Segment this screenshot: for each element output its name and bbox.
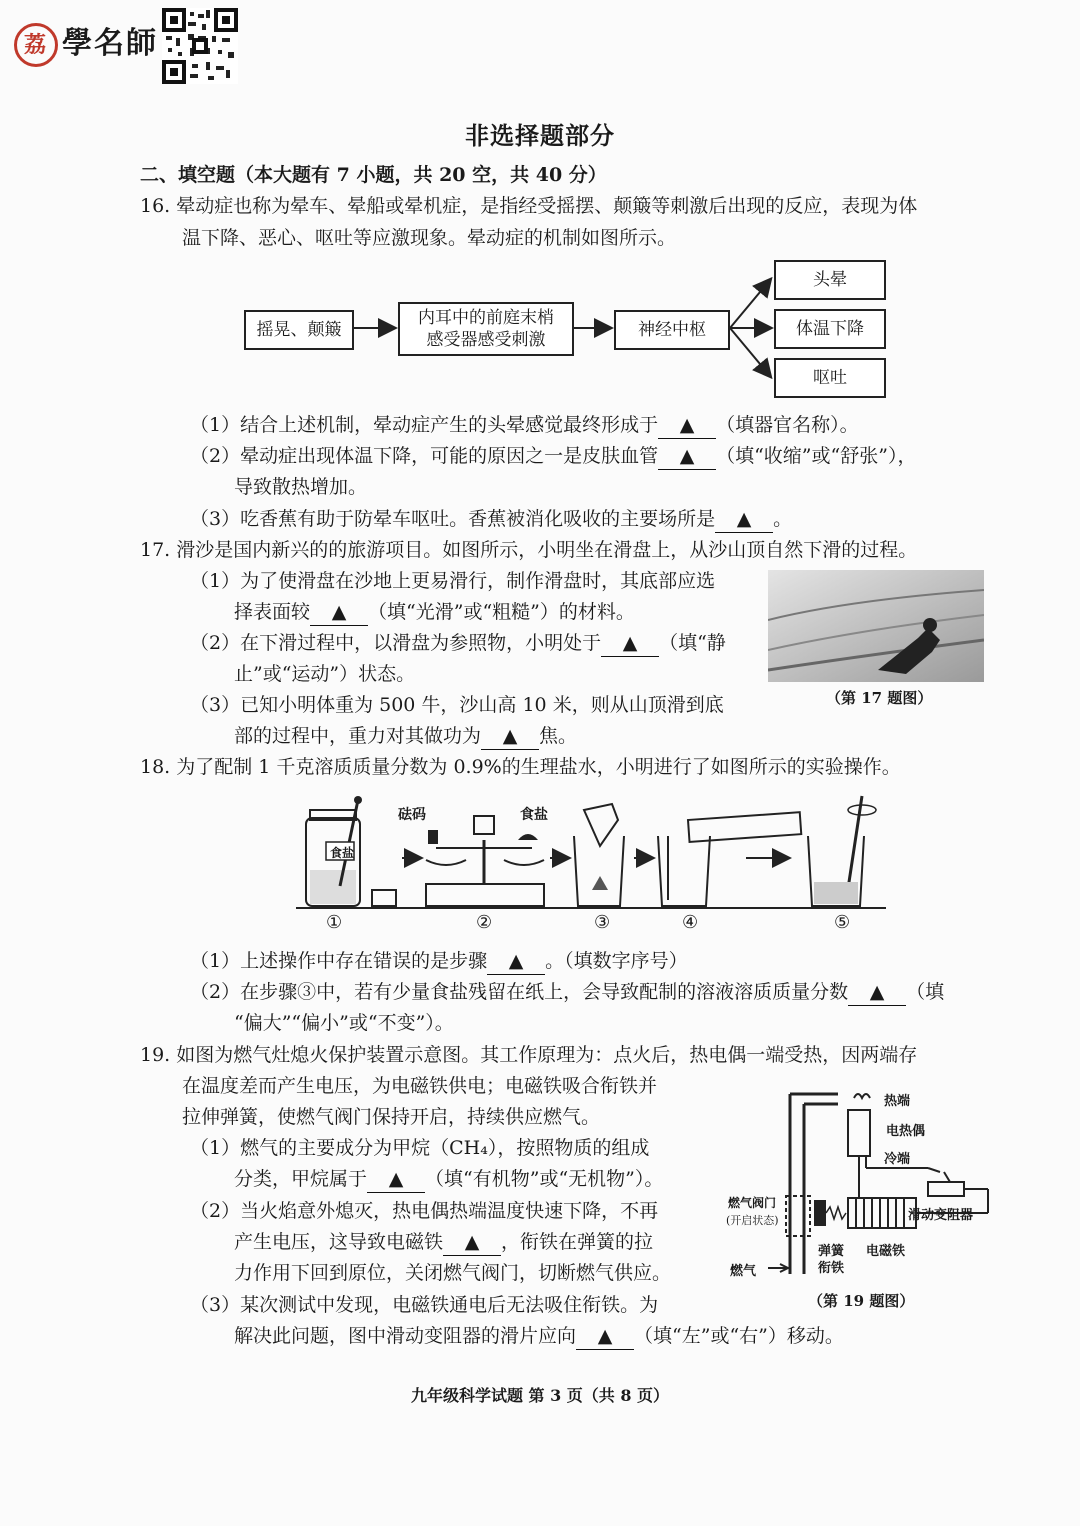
q17-p2-cont: 止”或“运动”）状态。 <box>234 663 416 685</box>
q17-part2 <box>190 630 726 657</box>
flow-box-receptor-line2: 感受器感受刺激 <box>426 330 546 350</box>
flow-box-stimulus: 摇晃、颠簸 <box>244 310 354 350</box>
q19-p2-text2: ，衔铁在弹簧的拉 <box>501 1231 654 1253</box>
q19-p3-text: 解决此问题，图中滑动变阻器的滑片应向 <box>234 1325 577 1347</box>
section-heading: 二、填空题（本大题有 7 小题，共 20 空，共 40 分） <box>140 164 607 186</box>
q19-circuit-figure <box>728 1088 998 1284</box>
q19-label-rheostat: 滑动变阻器 <box>908 1208 974 1223</box>
q19-line2: 在温度差而产生电压，为电磁铁供电；电磁铁吸合衔铁并 <box>182 1075 658 1097</box>
page-title: 非选择题部分 <box>465 121 615 150</box>
q17-p1-cont <box>234 599 635 626</box>
q19-p3-blank: ▲ <box>576 1323 634 1350</box>
q19-p3-hint: （填“左”或“右”）移动。 <box>634 1325 844 1347</box>
q19-p1-blank: ▲ <box>367 1166 425 1193</box>
q18-step-3: ③ <box>594 912 611 933</box>
flow-box-nerve-center: 神经中枢 <box>614 310 730 350</box>
q16-p3-blank: ▲ <box>715 506 773 533</box>
q18-step-2: ② <box>476 912 493 933</box>
q17-caption: （第 17 题图） <box>826 689 933 707</box>
q17-p1-blank: ▲ <box>310 599 368 626</box>
q17-p2-hint: （填“静 <box>659 632 726 654</box>
q16-part2 <box>190 443 916 470</box>
flow-box-receptor-line1: 内耳中的前庭末梢 <box>418 308 554 328</box>
q16-p2-text: （2）晕动症出现体温下降，可能的原因之一是皮肤血管 <box>190 445 659 467</box>
q18-part2 <box>190 979 944 1006</box>
logo-text: 學名師 <box>62 26 158 61</box>
q19-label-spring: 弹簧 <box>818 1244 845 1259</box>
q18-p1-blank: ▲ <box>487 948 545 975</box>
q18-line1: 18. 为了配制 1 千克溶质质量分数为 0.9%的生理盐水，小明进行了如图所示的实验操作。 <box>140 756 901 778</box>
q16-line1: 16. 晕动症也称为晕车、晕船或晕机症，是指经受摇摆、颠簸等刺激后出现的反应，表现为体 <box>140 195 918 217</box>
q19-label-armature: 衔铁 <box>818 1261 845 1276</box>
flow-box-receptor <box>398 302 574 356</box>
q19-p1-text: 分类，甲烷属于 <box>234 1168 368 1190</box>
q17-p1-hint: （填“光滑”或“粗糙”）的材料。 <box>368 601 635 623</box>
q19-p2-blank: ▲ <box>443 1229 501 1256</box>
q18-step-4: ④ <box>682 912 699 933</box>
logo <box>14 18 158 67</box>
q17-p3a: （3）已知小明体重为 500 牛，沙山高 10 米，则从山顶滑到底 <box>190 694 724 716</box>
q16-p3-end: 。 <box>773 508 793 530</box>
q19-p1a: （1）燃气的主要成分为甲烷（CH₄），按照物质的组成 <box>190 1137 650 1159</box>
q17-p3-text: 部的过程中，重力对其做功为 <box>234 725 482 747</box>
q19-p2-text: 产生电压，这导致电磁铁 <box>234 1231 444 1253</box>
q16-p2-blank: ▲ <box>658 443 716 470</box>
flow-box-temperature-drop: 体温下降 <box>774 309 886 349</box>
q19-line3: 拉伸弹簧，使燃气阀门保持开启，持续供应燃气。 <box>182 1106 601 1128</box>
q16-p1-hint: （填器官名称）。 <box>716 414 859 436</box>
q19-label-gas: 燃气 <box>730 1264 757 1279</box>
q18-jar-label: 食盐 <box>330 846 355 860</box>
q17-p2-text: （2）在下滑过程中，以滑盘为参照物，小明处于 <box>190 632 602 654</box>
q18-step-1: ① <box>326 912 343 933</box>
q18-p2-hint: （填 <box>906 981 945 1003</box>
q19-p3a: （3）某次测试中发现，电磁铁通电后无法吸住衔铁。为 <box>190 1294 659 1316</box>
q16-p1-text: （1）结合上述机制，晕动症产生的头晕感觉最终形成于 <box>190 414 659 436</box>
q16-p3-text: （3）吃香蕉有助于防晕车呕吐。香蕉被消化吸收的主要场所是 <box>190 508 716 530</box>
q19-p2a: （2）当火焰意外熄灭，热电偶热端温度快速下降，不再 <box>190 1200 659 1222</box>
q19-label-valve-state: (开启状态) <box>726 1214 779 1227</box>
q16-part3 <box>190 506 792 533</box>
q19-label-magnet: 电磁铁 <box>866 1244 906 1259</box>
q16-part1 <box>190 412 859 439</box>
q18-part1 <box>190 948 688 975</box>
q19-p1-hint: （填“有机物”或“无机物”）。 <box>425 1168 664 1190</box>
flow-box-dizziness: 头晕 <box>774 260 886 300</box>
q19-caption: （第 19 题图） <box>808 1292 915 1310</box>
q17-p3-blank: ▲ <box>481 723 539 750</box>
qr-code-icon <box>162 8 238 84</box>
q17-p1a: （1）为了使滑盘在沙地上更易滑行，制作滑盘时，其底部应选 <box>190 570 716 592</box>
q19-p2-cont2: 力作用下回到原位，关闭燃气阀门，切断燃气供应。 <box>234 1262 672 1284</box>
q18-label-weights: 砝码 <box>398 807 426 823</box>
q19-p3-cont <box>234 1323 844 1350</box>
logo-seal: 荔 <box>14 23 58 67</box>
q18-p1-hint: 。（填数字序号） <box>545 950 688 972</box>
q19-label-cold: 冷端 <box>884 1152 911 1167</box>
q18-p2-blank: ▲ <box>848 979 906 1006</box>
q16-p2-cont: 导致散热增加。 <box>234 476 368 498</box>
q18-p2-cont: “偏大”“偏小”或“不变”）。 <box>234 1012 454 1034</box>
q17-p3-cont <box>234 723 577 750</box>
q17-photo-sand-slide <box>768 570 984 682</box>
q19-label-hot: 热端 <box>884 1094 911 1109</box>
q19-p2-cont <box>234 1229 653 1256</box>
q17-line1: 17. 滑沙是国内新兴的的旅游项目。如图所示，小明坐在滑盘上，从沙山顶自然下滑的过程。 <box>140 539 918 561</box>
flow-box-vomit: 呕吐 <box>774 358 886 398</box>
q19-p1-cont <box>234 1166 663 1193</box>
q17-p1-text: 择表面较 <box>234 601 311 623</box>
q16-p2-hint: （填“收缩”或“舒张”）， <box>716 445 917 467</box>
q19-label-valve: 燃气阀门 <box>728 1196 777 1210</box>
q18-p2-text: （2）在步骤③中，若有少量食盐残留在纸上，会导致配制的溶液溶质质量分数 <box>190 981 849 1003</box>
q19-line1: 19. 如图为燃气灶熄火保护装置示意图。其工作原理为：点火后，热电偶一端受热，因两端存 <box>140 1044 918 1066</box>
q19-label-thermo: 电热偶 <box>886 1124 926 1139</box>
q17-p3-end: 焦。 <box>539 725 578 747</box>
q17-p2-blank: ▲ <box>601 630 659 657</box>
q18-label-salt: 食盐 <box>520 807 548 823</box>
q18-p1-text: （1）上述操作中存在错误的是步骤 <box>190 950 488 972</box>
q18-step-5: ⑤ <box>834 912 851 933</box>
q16-p1-blank: ▲ <box>658 412 716 439</box>
page-footer: 九年级科学试题 第 3 页（共 8 页） <box>410 1386 670 1405</box>
q16-line2: 温下降、恶心、呕吐等应激现象。晕动症的机制如图所示。 <box>182 227 677 249</box>
